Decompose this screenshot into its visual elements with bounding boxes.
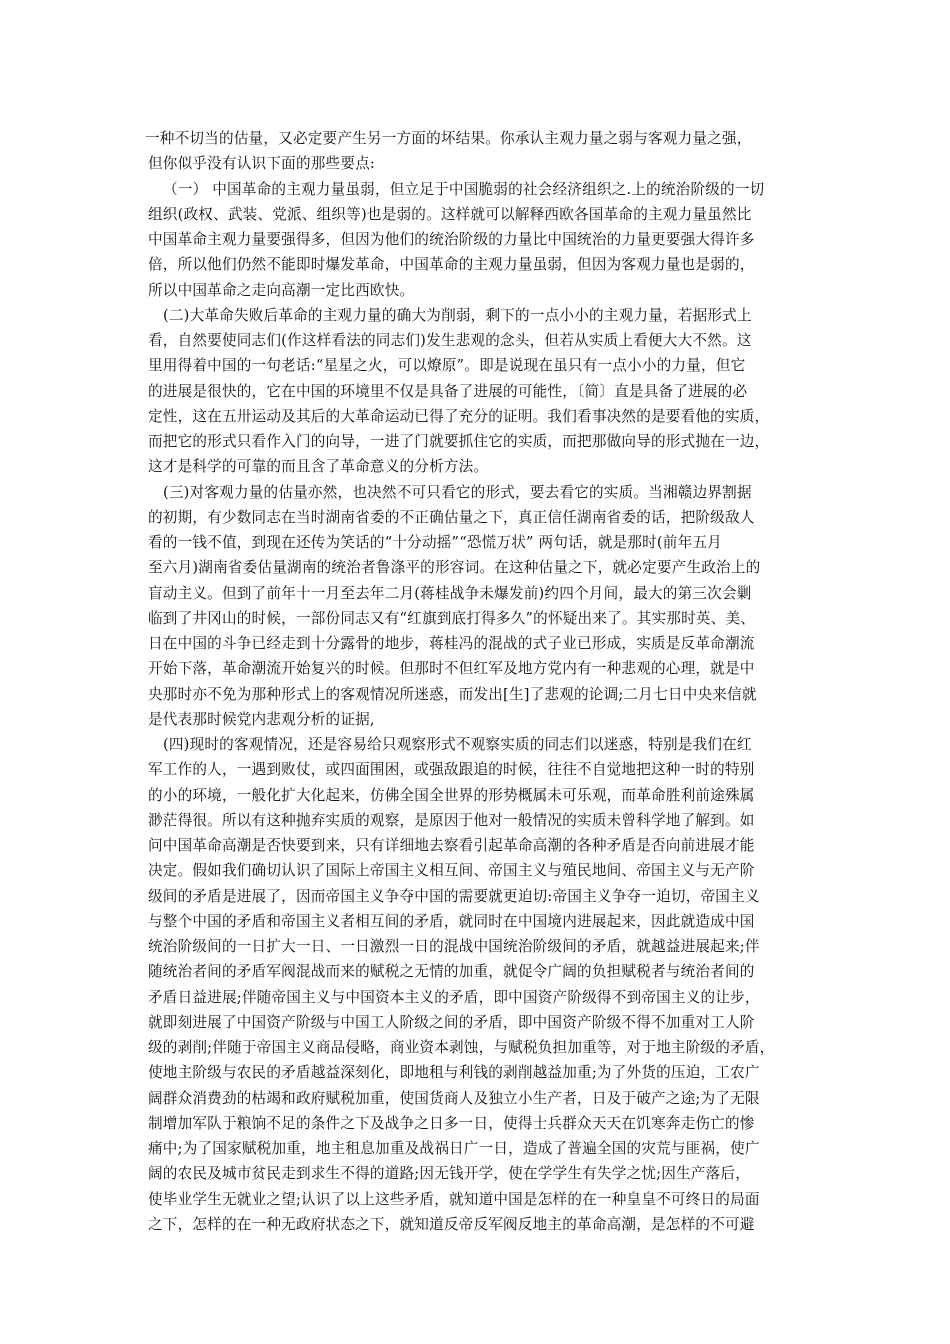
text-line: 级的剥削;伴随于帝国主义商品侵略，商业资本剥蚀，与赋税负担加重等，对于地主阶级的矛盾，	[148, 1039, 775, 1056]
text-line: 矛盾日益进展;伴随帝国主义与中国资本主义的矛盾，即中国资产阶级得不到帝国主义的让步，	[148, 988, 760, 1006]
text-line: 而把它的形式只看作入门的向导，一进了门就要抓住它的实质，而把那做向导的形式抛在一边，	[148, 433, 770, 450]
body-text	[145, 126, 817, 1237]
text-line: 这才是科学的可靠的而且含了革命意义的分析方法。	[148, 458, 489, 476]
text-line: 所以中国革命之走向高潮一定比西欧快。	[148, 281, 415, 299]
text-line: 痛中;为了国家赋税加重，地主租息加重及战祸日广一日，造成了普遍全国的灾荒与匪祸，使广	[148, 1140, 760, 1157]
text-line: 至六月)湖南省委估量湖南的统治者鲁涤平的形容词。在这种估量之下，就必定要产生政治上的	[148, 559, 761, 577]
text-line: 一种不切当的估量，又必定要产生另一方面的坏结果。你承认主观力量之弱与客观力量之强，	[145, 130, 752, 147]
text-line: （一） 中国革命的主观力量虽弱，但立足于中国脆弱的社会经济组织之.上的统治阶级的一切	[163, 180, 765, 198]
text-line: 军工作的人，一遇到败仗，或四面围困，或强敌跟追的时候，往往不自觉地把这种一时的特别	[148, 761, 755, 779]
text-line: 临到了井冈山的时候，一部份同志又有“红旗到底打得多久”的怀疑出来了。其实那时英、美、	[148, 609, 756, 627]
text-line: 与整个中国的矛盾和帝国主义者相互间的矛盾，就同时在中国境内进展起来，因此就造成中国	[148, 912, 755, 930]
text-line: 组织(政权、武装、党派、组织等)也是弱的。这样就可以解释西欧各国革命的主观力量虽然比	[148, 205, 752, 223]
text-line: 看，自然要使同志们(作这样看法的同志们)发生悲观的念头，但若从实质上看便大大不然。这	[148, 332, 752, 349]
text-line: 制增加军队于粮饷不足的条件之下及战争之日多一日，使得士兵群众天天在饥寒奔走伤亡的惨	[148, 1114, 755, 1132]
text-line: 统治阶级间的一日扩大一日、一日激烈一日的混战中国统治阶级间的矛盾，就越益进展起来;伴	[148, 938, 760, 955]
text-line: 定性，这在五卅运动及其后的大革命运动已得了充分的证明。我们看事决然的是要看他的实质，	[148, 407, 770, 425]
text-line: 级间的矛盾是进展了，因而帝国主义争夺中国的需要就更迫切:帝国主义争夺一迫切，帝国主义	[148, 887, 760, 905]
text-line: 盲动主义。但到了前年十一月至去年二月(蒋桂战争未爆发前)约四个月间，最大的第三次会剿	[148, 584, 752, 602]
text-line: 里用得着中国的一句老话:“星星之火，可以燎原”。即是说现在虽只有一点小小的力量，但它	[148, 357, 746, 375]
text-line: 就即刻进展了中国资产阶级与中国工人阶级之间的矛盾，即中国资产阶级不得不加重对工人阶	[148, 1013, 755, 1031]
text-line: 使地主阶级与农民的矛盾越益深刻化，即地租与利钱的剥削越益加重;为了外货的压迫，工农广	[148, 1064, 760, 1082]
text-line: 看的一钱不值，到现在还传为笑话的“十分动摇”“恐慌万状” 两句话，就是那时(前年五月	[148, 534, 722, 551]
text-line: 倍，所以他们仍然不能即时爆发革命，中国革命的主观力量虽弱，但因为客观力量也是弱的，	[148, 256, 755, 274]
text-line: 的小的环境，一般化扩大化起来，仿佛全国全世界的形势概属未可乐观，而革命胜利前途殊属	[148, 786, 755, 804]
text-line: 中国革命主观力量要强得多，但因为他们的统治阶级的力量比中国统治的力量更要强大得许多	[148, 231, 755, 248]
text-line: 的进展是很快的，它在中国的环境里不仅是具备了进展的可能性，〔简〕直是具备了进展的必	[148, 382, 748, 400]
text-line: (二)大革命失败后革命的主观力量的确大为削弱，剩下的一点小小的主观力量，若据形式上	[163, 306, 752, 324]
text-line: 随统治者间的矛盾军阀混战而来的赋税之无情的加重，就促令广阔的负担赋税者与统治者间的	[148, 963, 755, 981]
text-line: (三)对客观力量的估量亦然，也决然不可只看它的形式，要去看它的实质。当湘赣边界割据	[163, 483, 752, 501]
text-line: 阔群众消费劲的枯竭和政府赋税加重，使国货商人及独立小生产者，日及于破产之途;为了无限	[148, 1089, 760, 1107]
text-line: 使毕业学生无就业之望;认识了以上这些矛盾，就知道中国是怎样的在一种皇皇不可终日的局面	[148, 1190, 760, 1208]
text-line: 是代表那时候党内悲观分析的证据,	[148, 710, 375, 728]
text-line: 央那时亦不免为那种形式上的客观情况所迷惑，而发出[生]了悲观的论调;二月七日中央来信就	[148, 685, 757, 703]
text-line: 之下，怎样的在一种无政府状态之下，就知道反帝反军阀反地主的革命高潮，是怎样的不可避	[148, 1215, 755, 1233]
text-line: 阔的农民及城市贫民走到求生不得的道路;因无钱开学，使在学学生有失学之忧;因生产落后，	[148, 1165, 750, 1183]
text-line: 日在中国的斗争已经走到十分露骨的地步，蒋桂冯的混战的式子业已形成，实质是反革命潮流	[148, 635, 755, 652]
text-line: 决定。假如我们确切认识了国际上帝国主义相互间、帝国主义与殖民地间、帝国主义与无产阶	[148, 862, 755, 880]
text-line: (四)现时的客观情况，还是容易给只观察形式不观察实质的同志们以迷惑，特别是我们在红	[163, 736, 752, 753]
text-line: 的初期，有少数同志在当时湖南省委的不正确估量之下，真正信任湖南省委的话，把阶级敌人	[148, 508, 755, 526]
text-line: 但你似乎没有认识下面的那些要点:	[148, 155, 376, 173]
text-line: 问中国革命高潮是否快要到来，只有详细地去察看引起革命高潮的各种矛盾是否向前进展才能	[148, 837, 755, 854]
text-line: 渺茫得很。所以有这种抛弃实质的观察，是原因于他对一般情况的实质未曾科学地了解到。如	[148, 811, 755, 829]
text-line: 开始下落，革命潮流开始复兴的时候。但那时不但红军及地方党内有一种悲观的心理，就是中	[148, 660, 755, 678]
